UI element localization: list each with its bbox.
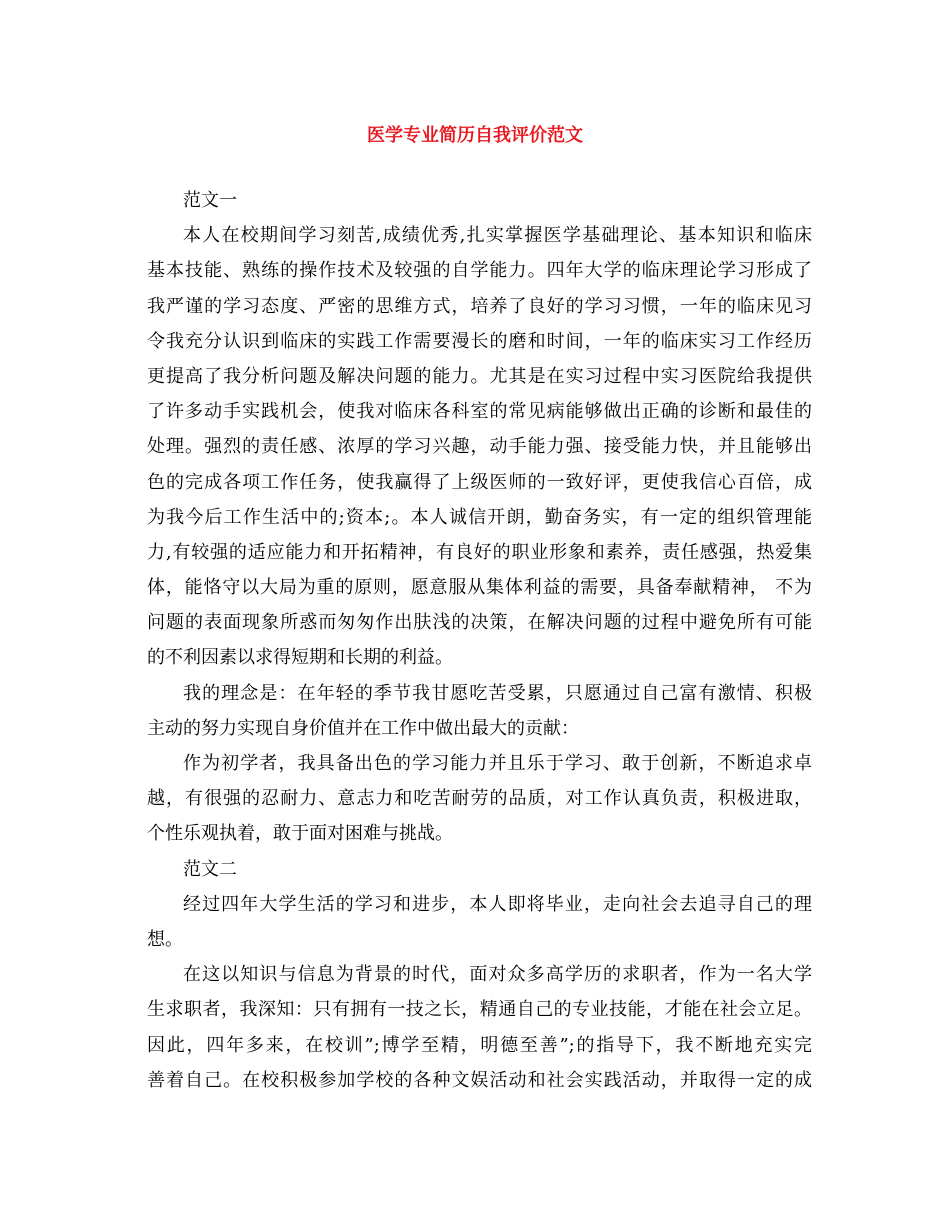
text-line: 为我今后工作生活中的;资本;。本人诚信开朗，勤奋务实，有一定的组织管理能	[147, 506, 812, 528]
text-line: 范文二	[183, 858, 237, 880]
text-line: 范文一	[183, 190, 237, 211]
text-line: 更提高了我分析问题及解决问题的能力。尤其是在实习过程中实习医院给我提供	[147, 365, 812, 387]
text-line: 作为初学者，我具备出色的学习能力并且乐于学习、敢于创新，不断追求卓	[183, 753, 812, 774]
document-body	[147, 183, 812, 1098]
text-line: 因此，四年多来，在校训”;博学至精，明德至善”;的指导下，我不断地充实完	[147, 1034, 812, 1056]
text-line: 令我充分认识到临床的实践工作需要漫长的磨和时间，一年的临床实习工作经历	[147, 330, 812, 352]
text-line: 在这以知识与信息为背景的时代，面对众多高学历的求职者，作为一名大学	[183, 964, 812, 986]
document-title: 医学专业简历自我评价范文	[367, 125, 583, 146]
text-line: 本人在校期间学习刻苦,成绩优秀,扎实掌握医学基础理论、基本知识和临床	[183, 225, 812, 247]
text-line: 的不利因素以求得短期和长期的利益。	[147, 647, 453, 669]
text-line: 色的完成各项工作任务，使我赢得了上级医师的一致好评，更使我信心百倍，成	[147, 471, 812, 493]
text-line: 处理。强烈的责任感、浓厚的学习兴趣，动手能力强、接受能力快，并且能够出	[147, 436, 812, 458]
text-line: 个性乐观执着，敢于面对困难与挑战。	[147, 823, 453, 845]
text-line: 想。	[147, 928, 183, 950]
text-line: 基本技能、熟练的操作技术及较强的自学能力。四年大学的临床理论学习形成了	[147, 260, 812, 282]
text-line: 问题的表面现象所惑而匆匆作出肤浅的决策，在解决问题的过程中避免所有可能	[147, 612, 812, 634]
text-line: 经过四年大学生活的学习和进步，本人即将毕业，走向社会去追寻自己的理	[183, 893, 812, 915]
text-line: 主动的努力实现自身价值并在工作中做出最大的贡献：	[147, 717, 579, 739]
text-line: 我的理念是：在年轻的季节我甘愿吃苦受累，只愿通过自己富有激情、积极	[183, 682, 812, 704]
text-line: 力,有较强的适应能力和开拓精神，有良好的职业形象和素养，责任感强，热爱集	[147, 541, 812, 563]
text-line: 生求职者，我深知：只有拥有一技之长，精通自己的专业技能，才能在社会立足。	[147, 999, 812, 1021]
text-line: 体，能恪守以大局为重的原则，愿意服从集体利益的需要，具备奉献精神， 不为	[147, 577, 812, 599]
text-line: 越，有很强的忍耐力、意志力和吃苦耐劳的品质，对工作认真负责，积极进取，	[147, 788, 812, 810]
text-line: 善着自己。在校积极参加学校的各种文娱活动和社会实践活动，并取得一定的成	[147, 1069, 812, 1091]
text-line: 我严谨的学习态度、严密的思维方式，培养了良好的学习习惯，一年的临床见习	[147, 295, 812, 317]
text-line: 了许多动手实践机会，使我对临床各科室的常见病能够做出正确的诊断和最佳的	[147, 401, 812, 423]
